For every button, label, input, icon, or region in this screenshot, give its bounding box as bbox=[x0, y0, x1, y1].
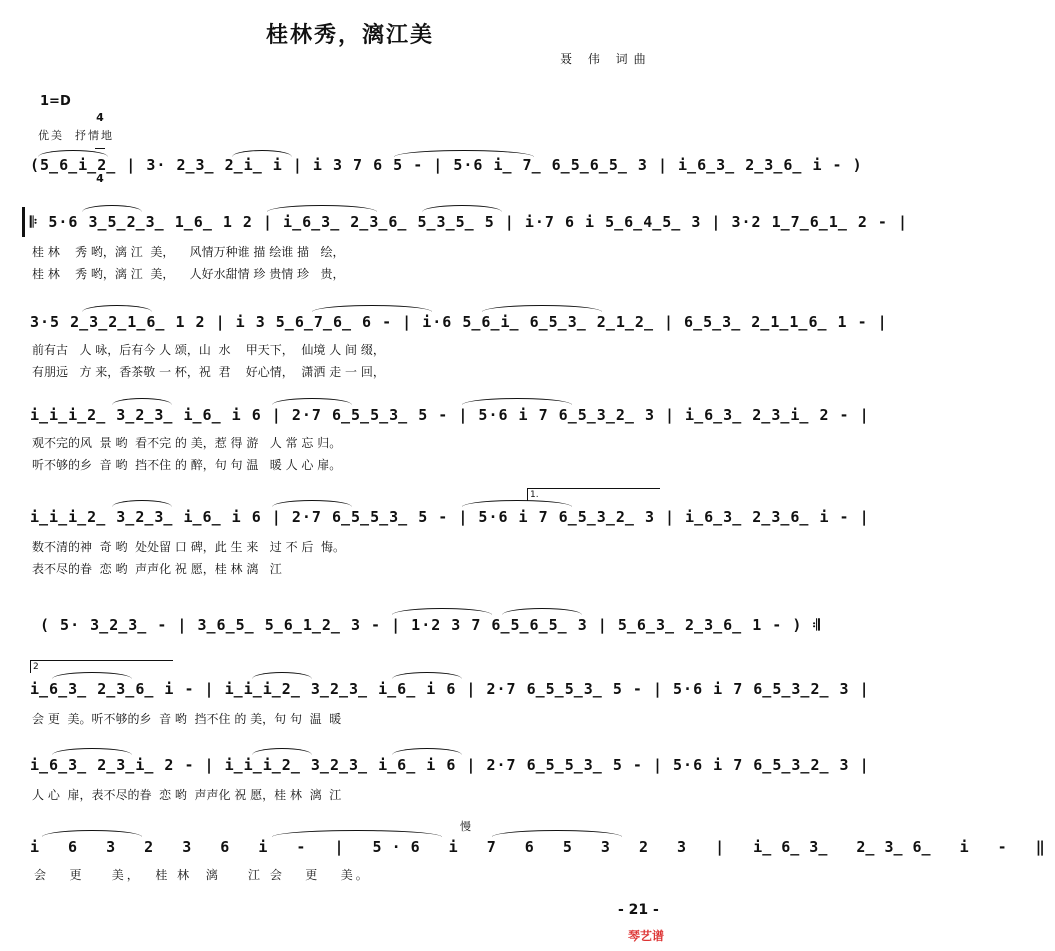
score-row-intro bbox=[22, 150, 863, 180]
slur bbox=[38, 150, 108, 157]
slur bbox=[252, 672, 312, 679]
slur bbox=[422, 205, 502, 212]
lyric-verse-2: 桂 林 秀 哟，漓 江 美， 人好水甜情 珍 贵情 珍 贵， bbox=[32, 267, 345, 281]
notation-line: 3·5 2̲3̲2̲1̲6̲ 1 2 | i 3 5̲6̲7̲6̲ 6 - | i·6 5̲6̲i̲ 6̲5̲3̲ 2̲1̲2̲ | 6̲5̲3̲ 2̲1̲1̲6̲ 1 - | bbox=[30, 313, 888, 331]
score-row-4 bbox=[22, 490, 870, 588]
slur bbox=[462, 500, 572, 507]
lyric-verse-2: 表不尽的眷 恋 哟 声声化 祝 愿，桂 林 漓 江 bbox=[32, 562, 282, 576]
notation-line: i̲i̲i̲2̲ 3̲2̲3̲ i̲6̲ i 6 | 2·7 6̲5̲5̲3̲ 5 - | 5·6 i 7 6̲5̲3̲2̲ 3 | i̲6̲3̲ 2̲3̲6̲ i - | bbox=[30, 508, 870, 526]
lyric-line: 会 更 美。听不够的乡 音 哟 挡不住 的 美，句 句 温 暖 bbox=[32, 712, 342, 726]
lyric-verse-1: 桂 林 秀 哟，漓 江 美， 风情万种谁 描 绘谁 描 绘， bbox=[32, 245, 345, 259]
page-number: - 21 - bbox=[618, 902, 659, 918]
score-row-3 bbox=[22, 398, 870, 478]
lyric-verse-2: 听不够的乡 音 哟 挡不住 的 醉，句 句 温 暖 人 心 扉。 bbox=[32, 458, 342, 472]
watermark-logo: 琴艺谱 bbox=[628, 929, 665, 943]
slur bbox=[52, 748, 132, 755]
lyric-line: 会 更 美， 桂 林 漓 江 会 更 美。 bbox=[34, 868, 371, 882]
slur bbox=[252, 748, 312, 755]
notation-line: ( 5· 3̲2̲3̲ - | 3̲6̲5̲ 5̲6̲1̲2̲ 3 - | 1·2 3 7 6̲5̲6̲5̲ 3 | 5̲6̲3̲ 2̲3̲6̲ 1 - ) 𝄇 bbox=[40, 616, 821, 634]
time-signature-divider bbox=[95, 148, 105, 149]
slur bbox=[502, 608, 582, 615]
notation-line: 𝄆 5·6 3̲5̲2̲3̲ 1̲6̲ 1 2 | i̲6̲3̲ 2̲3̲6̲ 5̲3̲5̲ 5 | i·7 6 i 5̲6̲4̲5̲ 3 | 3·2 1̲7̲6̲1̲ 2 - | bbox=[30, 213, 909, 231]
slur bbox=[492, 830, 622, 837]
slur bbox=[112, 500, 172, 507]
lyric-verse-1: 数不清的神 奇 哟 处处留 口 碑，此 生 来 过 不 后 悔。 bbox=[32, 540, 346, 554]
lyric-verse-1: 前有古 人 咏，后有今 人 颂，山 水 甲天下， 仙境 人 间 缀， bbox=[32, 343, 385, 357]
slur bbox=[392, 608, 492, 615]
slur bbox=[482, 305, 602, 312]
composer-credit: 聂 伟 词曲 bbox=[560, 52, 652, 66]
key-signature: 1=D bbox=[40, 94, 71, 109]
notation-line: (5̲6̲i̲2̲ | 3· 2̲3̲ 2̲i̲ i | i 3 7 6 5 - | 5·6 i̲ 7̲ 6̲5̲6̲5̲ 3 | i̲6̲3̲ 2̲3̲6̲ i - ) bbox=[30, 156, 863, 174]
slur bbox=[42, 830, 142, 837]
slur bbox=[462, 398, 572, 405]
expression-mark: 优美 抒情地 bbox=[38, 129, 114, 142]
tempo-mark: 慢 bbox=[460, 820, 471, 833]
slur bbox=[392, 748, 462, 755]
slur bbox=[267, 205, 377, 212]
slur bbox=[112, 398, 172, 405]
lyric-line: 人 心 扉，表不尽的眷 恋 哟 声声化 祝 愿，桂 林 漓 江 bbox=[32, 788, 342, 802]
lyric-verse-1: 观不完的风 景 哟 看不完 的 美，惹 得 游 人 常 忘 归。 bbox=[32, 436, 342, 450]
score-row-interlude bbox=[22, 608, 821, 644]
repeat-barline bbox=[22, 207, 25, 237]
slur bbox=[272, 500, 352, 507]
time-signature-top: 4 bbox=[96, 111, 104, 124]
score-row-6 bbox=[22, 662, 870, 732]
song-title: 桂林秀，漓江美 bbox=[265, 23, 434, 48]
notation-line: i̲6̲3̲ 2̲3̲6̲ i - | i̲i̲i̲2̲ 3̲2̲3̲ i̲6̲ i 6 | 2·7 6̲5̲5̲3̲ 5 - | 5·6 i 7 6̲5̲3̲2̲ 3 | bbox=[30, 680, 870, 698]
slur bbox=[52, 672, 132, 679]
time-signature-bottom: 4 bbox=[96, 172, 104, 185]
slur bbox=[82, 205, 142, 212]
notation-line: i̲6̲3̲ 2̲3̲i̲ 2 - | i̲i̲i̲2̲ 3̲2̲3̲ i̲6̲ i 6 | 2·7 6̲5̲5̲3̲ 5 - | 5·6 i 7 6̲5̲3̲2̲ 3 | bbox=[30, 756, 870, 774]
slur bbox=[394, 150, 534, 157]
score-row-1 bbox=[22, 205, 909, 295]
volta-first-ending: 1. bbox=[527, 488, 660, 501]
slur bbox=[232, 150, 292, 157]
lyric-verse-2: 有朋远 方 来，香茶敬 一 杯，祝 君 好心情， 潇洒 走 一 回， bbox=[32, 365, 385, 379]
volta-second-ending: 2 bbox=[30, 660, 173, 673]
score-row-7 bbox=[22, 748, 870, 808]
slur bbox=[392, 672, 462, 679]
score-row-2 bbox=[22, 305, 888, 385]
slur bbox=[82, 305, 152, 312]
notation-line: i 6 3 2 3 6 i - | 5·6 i 7 6 5 3 2 3 | i̲6̲3̲ 2̲3̲6̲ i - ‖ bbox=[30, 838, 1055, 856]
slur bbox=[272, 398, 352, 405]
notation-line: i̲i̲i̲2̲ 3̲2̲3̲ i̲6̲ i 6 | 2·7 6̲5̲5̲3̲ 5 - | 5·6 i 7 6̲5̲3̲2̲ 3 | i̲6̲3̲ 2̲3̲i̲ 2 - | bbox=[30, 406, 870, 424]
slur bbox=[272, 830, 442, 837]
slur bbox=[312, 305, 432, 312]
score-row-8 bbox=[22, 820, 1055, 896]
